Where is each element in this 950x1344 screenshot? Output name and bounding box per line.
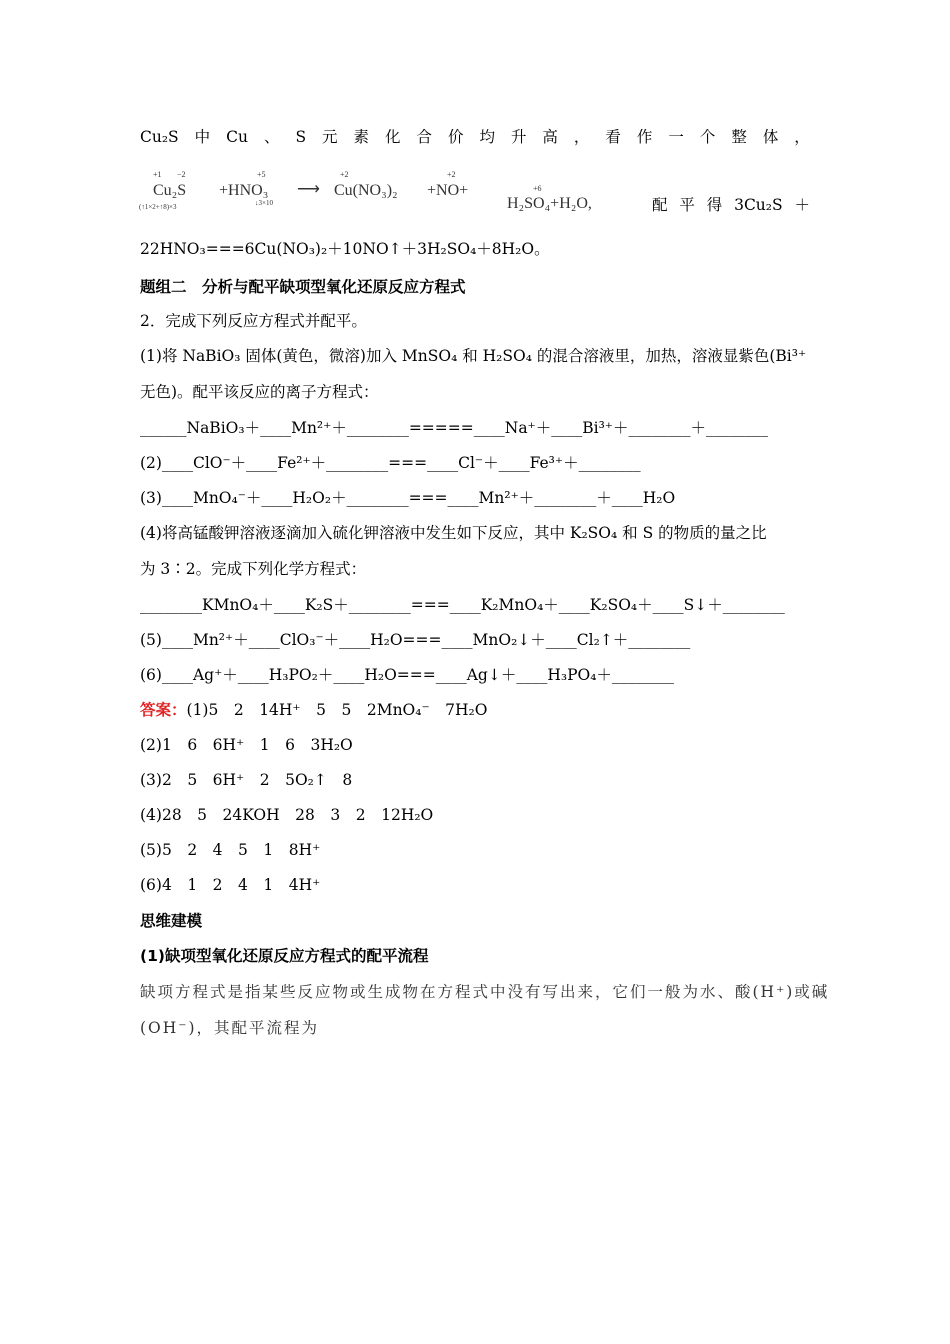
intro-word: ， xyxy=(573,128,590,146)
electron-transfer-left: (↑1×2+↑8)×3 xyxy=(139,203,177,211)
q1-equation: ______NaBiO₃＋____Mn²⁺＋________=====____Na⁺＋____Bi³⁺＋________＋________ xyxy=(140,419,768,437)
question-title: 2．完成下列反应方程式并配平。 xyxy=(140,312,367,330)
model-subtitle: (1)缺项型氧化还原反应方程式的配平流程 xyxy=(140,947,429,965)
answer-row-1 xyxy=(140,699,810,721)
ox-state-n: +5 xyxy=(257,170,266,179)
intro-word: Cu xyxy=(226,128,248,146)
intro-word: 、 xyxy=(263,128,280,146)
intro-word: S xyxy=(295,128,307,146)
ox-state-s: −2 xyxy=(177,170,186,179)
q4-text-a: (4)将高锰酸钾溶液逐滴加入硫化钾溶液中发生如下反应，其中 K₂SO₄ 和 S 的物质的量之比 xyxy=(140,524,767,542)
intro-word: Cu₂S xyxy=(140,128,179,146)
q3-equation: (3)____MnO₄⁻＋____H₂O₂＋________===____Mn²⁺＋________＋____H₂O xyxy=(140,489,676,507)
electron-transfer-n: ↓3×10 xyxy=(255,199,273,207)
answer-row-4: (4)28 5 24KOH 28 3 2 12H₂O xyxy=(140,806,434,824)
equation-tail xyxy=(652,194,810,216)
tail-word: 平 xyxy=(679,196,695,214)
section-title: 题组二 分析与配平缺项型氧化还原反应方程式 xyxy=(140,278,466,296)
intro-word: 合 xyxy=(416,128,432,146)
answer-row-6: (6)4 1 2 4 1 4H⁺ xyxy=(140,876,321,894)
ox-state-n2: +2 xyxy=(447,170,456,179)
q1-text-a: (1)将 NaBiO₃ 固体(黄色，微溶)加入 MnSO₄ 和 H₂SO₄ 的混合溶液里，加热，溶液显紫色(Bi³⁺ xyxy=(140,347,807,365)
intro-word: 价 xyxy=(447,128,464,146)
redox-equation-figure xyxy=(135,168,625,216)
formula-h2so4: H₂SO₄+H₂O, xyxy=(507,195,592,212)
tail-word: 配 xyxy=(652,196,668,214)
model-text-b: (OH⁻)，其配平流程为 xyxy=(140,1019,320,1037)
ox-state-s2: +6 xyxy=(533,184,542,193)
answer-row-5: (5)5 2 4 5 1 8H⁺ xyxy=(140,841,321,859)
intro-word: 整 xyxy=(731,128,747,146)
intro-word: 元 xyxy=(322,128,338,146)
answer-label: 答案： xyxy=(140,701,187,719)
intro-word: 高 xyxy=(542,128,558,146)
intro-word: 个 xyxy=(699,128,716,146)
intro-word: 体 xyxy=(762,128,779,146)
intro-row xyxy=(140,126,810,148)
intro-word: ， xyxy=(794,128,810,146)
q4-text-b: 为 3∶2。完成下列化学方程式： xyxy=(140,560,367,578)
answer-row-3: (3)2 5 6H⁺ 2 5O₂↑ 8 xyxy=(140,771,353,789)
formula-cu2s: Cu₂S xyxy=(153,182,187,199)
q4-equation: ________KMnO₄＋____K₂S＋________===____K₂MnO₄＋____K₂SO₄＋____S↓＋________ xyxy=(140,596,785,614)
intro-word: 化 xyxy=(385,128,401,146)
intro-word: 作 xyxy=(636,128,653,146)
ox-state-cu: +1 xyxy=(153,170,162,179)
formula-cuno3: Cu(NO₃)₂ xyxy=(334,182,398,199)
intro-word: 一 xyxy=(668,128,684,146)
balanced-equation: 22HNO₃===6Cu(NO₃)₂＋10NO↑＋3H₂SO₄＋8H₂O。 xyxy=(140,240,550,258)
intro-word: 升 xyxy=(510,128,527,146)
model-text-a: 缺项方程式是指某些反应物或生成物在方程式中没有写出来，它们一般为水、酸(H⁺)或碱 xyxy=(140,983,830,1001)
answer-text: (1)5 2 14H⁺ 5 5 2MnO₄⁻ 7H₂O xyxy=(186,701,488,719)
q5-equation: (5)____Mn²⁺＋____ClO₃⁻＋____H₂O===____MnO₂↓＋____Cl₂↑＋________ xyxy=(140,631,691,649)
formula-no: +NO+ xyxy=(427,182,469,199)
reaction-arrow: ⟶ xyxy=(297,181,320,198)
tail-word: 得 xyxy=(706,196,723,214)
q2-equation: (2)____ClO⁻＋____Fe²⁺＋________===____Cl⁻＋____Fe³⁺＋________ xyxy=(140,454,641,472)
formula-hno3: +HNO₃ xyxy=(219,182,269,199)
intro-word: 中 xyxy=(194,128,211,146)
tail-word: ＋ xyxy=(794,196,810,214)
q1-text-b: 无色)。配平该反应的离子方程式： xyxy=(140,383,379,401)
intro-word: 素 xyxy=(353,128,370,146)
answer-row-2: (2)1 6 6H⁺ 1 6 3H₂O xyxy=(140,736,353,754)
intro-word: 均 xyxy=(479,128,495,146)
tail-word: 3Cu₂S xyxy=(734,196,783,214)
ox-state-cu2: +2 xyxy=(340,170,349,179)
intro-word: 看 xyxy=(605,128,621,146)
model-title: 思维建模 xyxy=(140,912,203,930)
q6-equation: (6)____Ag⁺＋____H₃PO₂＋____H₂O===____Ag↓＋____H₃PO₄＋________ xyxy=(140,666,674,684)
